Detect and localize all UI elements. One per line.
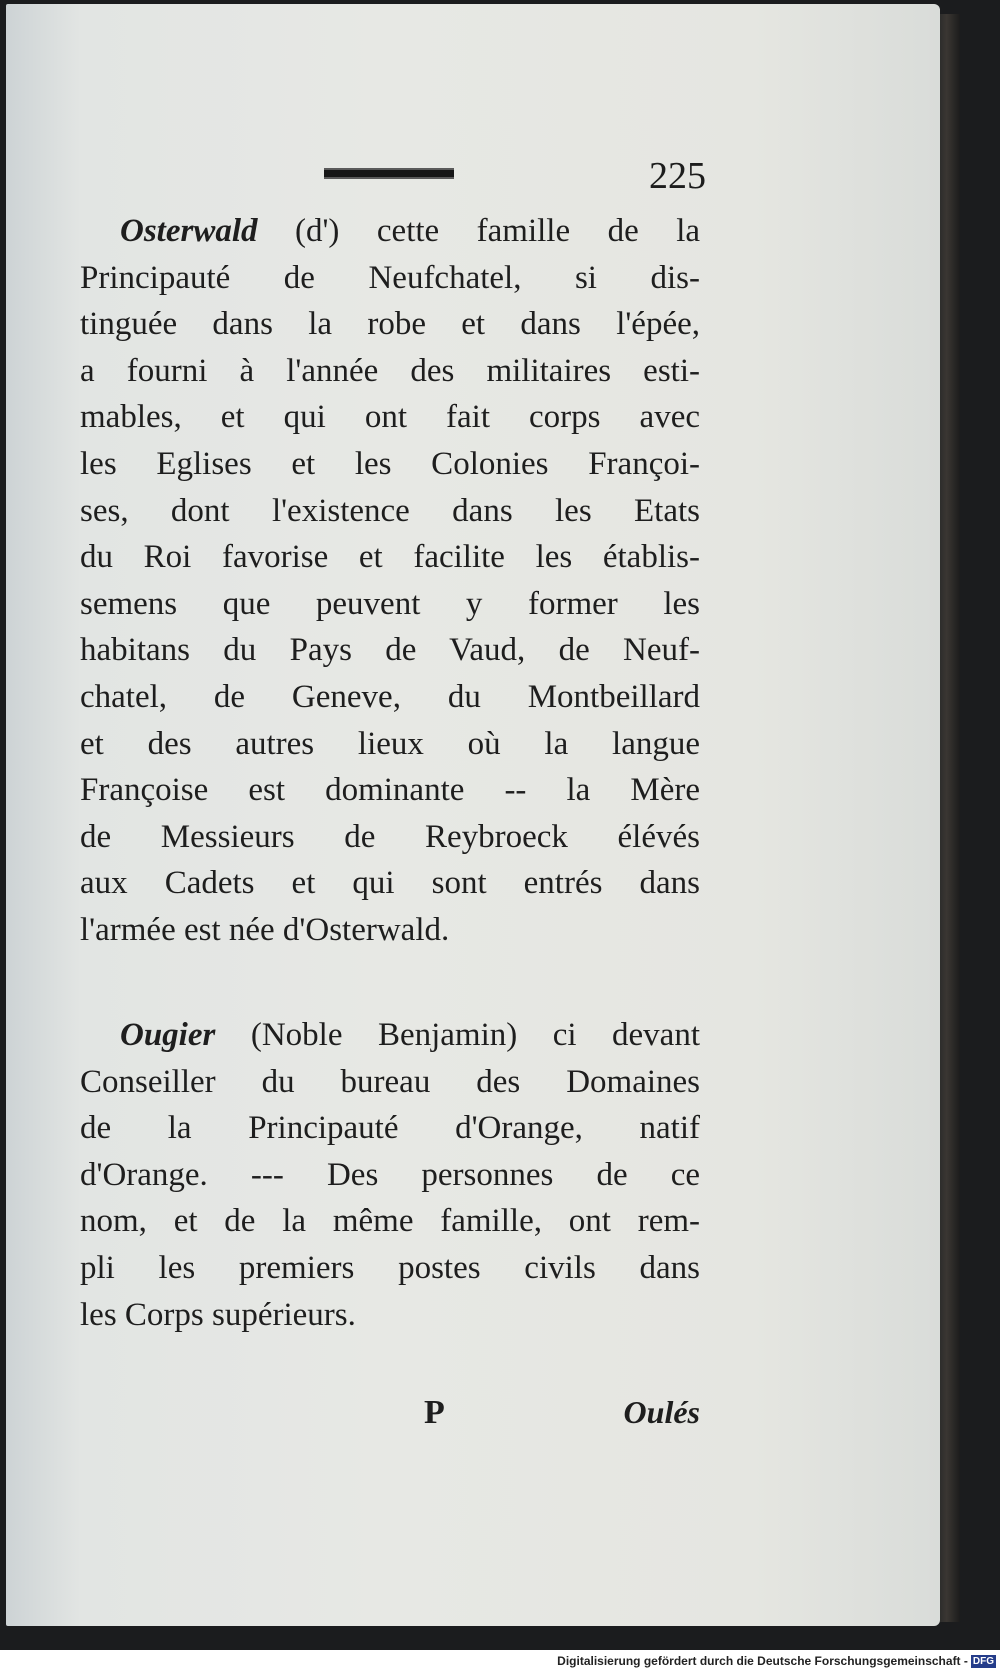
entry-line: Principauté de Neufchatel, si dis-: [80, 259, 700, 296]
entry-line: pli les premiers postes civils dans: [80, 1249, 700, 1286]
entry-line: chatel, de Geneve, du Montbeillard: [80, 678, 700, 715]
entry-line: semens que peuvent y former les: [80, 585, 700, 622]
entry-line: tinguée dans la robe et dans l'épée,: [80, 306, 700, 343]
entry-first-line: [80, 208, 700, 255]
entry-line: mables, et qui ont fait corps avec: [80, 399, 700, 436]
entry-line: aux Cadets et qui sont entrés dans: [80, 865, 700, 902]
catchword: Oulés: [623, 1394, 700, 1430]
entry-line: Conseiller du bureau des Domaines: [80, 1063, 700, 1100]
header-rule: [324, 168, 454, 179]
entry-osterwald: [80, 208, 700, 954]
dfg-logo: DFG: [972, 1656, 994, 1668]
entry-line: les Eglises et les Colonies Françoi-: [80, 445, 700, 482]
entry-line: nom, et de la même famille, ont rem-: [80, 1203, 700, 1240]
digitization-credit: [557, 1654, 996, 1668]
entry-line: et des autres lieux où la langue: [80, 725, 700, 762]
book-page: [6, 4, 940, 1626]
entry-line: les Corps supérieurs.: [80, 1296, 356, 1333]
signature-mark: P: [424, 1394, 445, 1431]
entry-name: Ougier: [120, 1017, 216, 1053]
entry-text: (d') cette famille de la: [295, 213, 701, 249]
entry-line: de Messieurs de Reybroeck élévés: [80, 818, 700, 855]
entry-line: Françoise est dominante -- la Mère: [80, 772, 700, 809]
entry-line: l'armée est née d'Osterwald.: [80, 911, 450, 948]
entry-line: du Roi favorise et facilite les établis-: [80, 539, 700, 576]
entry-ougier: [80, 1012, 700, 1338]
page-number: 225: [649, 155, 706, 197]
entry-line: habitans du Pays de Vaud, de Neuf-: [80, 632, 700, 669]
entry-line: a fourni à l'année des militaires esti-: [80, 352, 700, 389]
entry-line: d'Orange. --- Des personnes de ce: [80, 1156, 700, 1193]
entry-first-line: [80, 1012, 700, 1059]
entry-text: (Noble Benjamin) ci devant: [250, 1017, 700, 1053]
entry-line: de la Principauté d'Orange, natif: [80, 1110, 700, 1147]
credit-text: Digitalisierung gefördert durch die Deutsche Forschungsgemeinschaft -: [557, 1654, 968, 1668]
entry-line: ses, dont l'existence dans les Etats: [80, 492, 700, 529]
book-edge: [938, 14, 960, 1622]
entry-name: Osterwald: [120, 213, 258, 249]
